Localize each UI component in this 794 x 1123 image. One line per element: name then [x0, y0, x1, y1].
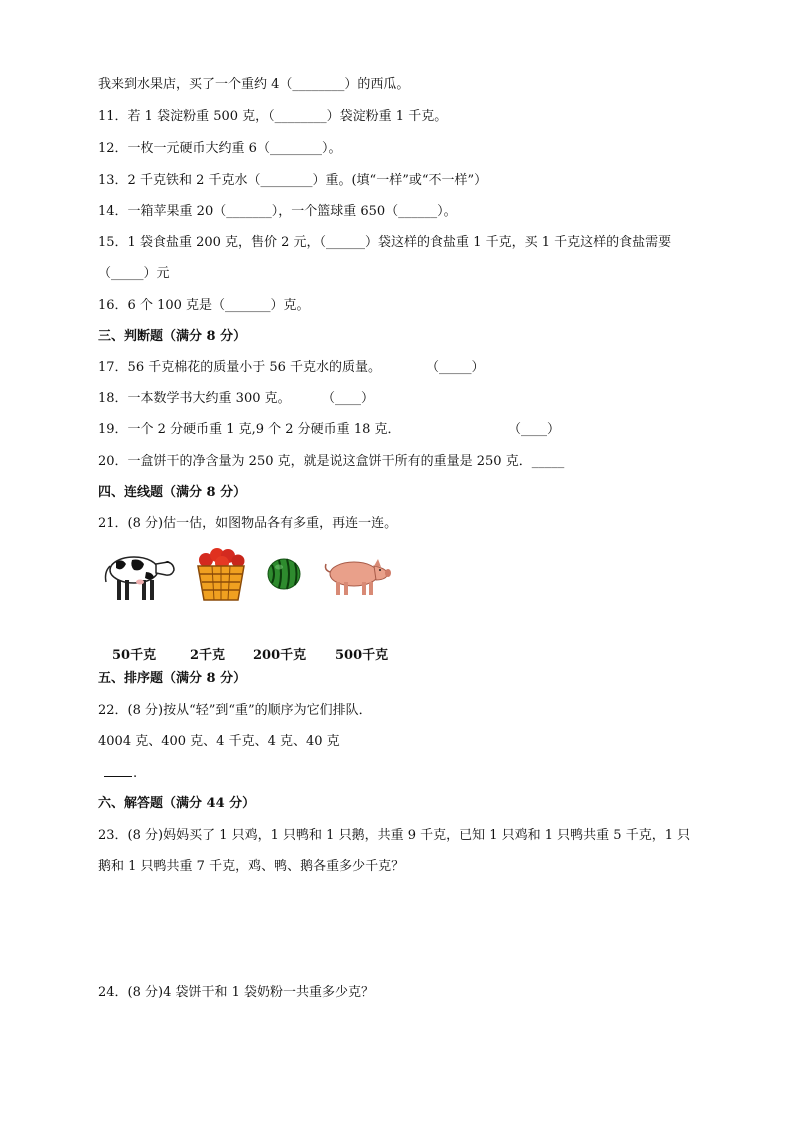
question-23-line-2: 鹅和 1 只鸭共重 7 千克，鸡、鸭、鹅各重多少千克？ — [98, 859, 405, 874]
question-17: 17．56 千克棉花的质量小于 56 千克水的质量。 — [98, 360, 382, 375]
weight-option-2: 2千克 — [190, 648, 226, 663]
question-22-items: 4004 克、400 克、4 千克、4 克、40 克 — [98, 734, 340, 749]
question-23-line-1: 23．(8 分)妈妈买了 1 只鸡，1 只鸭和 1 只鹅，共重 9 千克，已知 1 只鸡和 1 只鸭共重 5 千克，1 只 — [98, 828, 691, 843]
question-10-continued: 我来到水果店，买了一个重约 4（________）的西瓜。 — [98, 77, 410, 92]
question-22: 22．(8 分)按从“轻”到“重”的顺序为它们排队． — [98, 703, 372, 718]
question-19-answer-bracket: （____） — [508, 422, 561, 437]
question-17-answer-bracket: （_____） — [426, 360, 485, 375]
question-18-answer-bracket: （____） — [322, 391, 375, 406]
weight-option-1: 50千克 — [112, 648, 157, 663]
question-15-line-1: 15．1 袋食盐重 200 克，售价 2 元，（______）袋这样的食盐重 1 千克，买 1 千克这样的食盐需要 — [98, 235, 672, 250]
cow-image — [98, 544, 178, 604]
section-3-title: 三、判断题（满分 8 分） — [98, 329, 247, 344]
question-22-answer-blank — [104, 776, 132, 777]
watermelon-image — [266, 557, 302, 591]
question-16: 16．6 个 100 克是（_______）克。 — [98, 298, 310, 313]
question-19: 19．一个 2 分硬币重 1 克,9 个 2 分硬币重 18 克． — [98, 422, 401, 437]
question-24: 24．(8 分)4 袋饼干和 1 袋奶粉一共重多少克？ — [98, 985, 375, 1000]
items-picture-row — [98, 544, 398, 606]
question-13: 13．2 千克铁和 2 千克水（________）重。(填“一样”或“不一样”） — [98, 173, 488, 188]
section-4-title: 四、连线题（满分 8 分） — [98, 485, 247, 500]
question-20: 20．一盒饼干的净含量为 250 克，就是说这盒饼干所有的重量是 250 克．_____ — [98, 454, 565, 469]
weight-option-3: 200千克 — [253, 648, 307, 663]
question-21: 21．(8 分)估一估，如图物品各有多重，再连一连。 — [98, 516, 398, 531]
weight-option-4: 500千克 — [335, 648, 389, 663]
question-15-line-2: （_____）元 — [98, 266, 170, 281]
question-12: 12．一枚一元硬币大约重 6（________）。 — [98, 141, 342, 156]
section-5-title: 五、排序题（满分 8 分） — [98, 671, 247, 686]
question-22-answer-dot: . — [133, 766, 138, 781]
pig-image — [322, 552, 394, 598]
question-11: 11．若 1 袋淀粉重 500 克，（________）袋淀粉重 1 千克。 — [98, 109, 448, 124]
apple-basket-image — [194, 546, 248, 602]
section-6-title: 六、解答题（满分 44 分） — [98, 796, 256, 811]
question-14: 14．一箱苹果重 20（_______），一个篮球重 650（______）。 — [98, 204, 457, 219]
question-18: 18．一本数学书大约重 300 克。 — [98, 391, 291, 406]
